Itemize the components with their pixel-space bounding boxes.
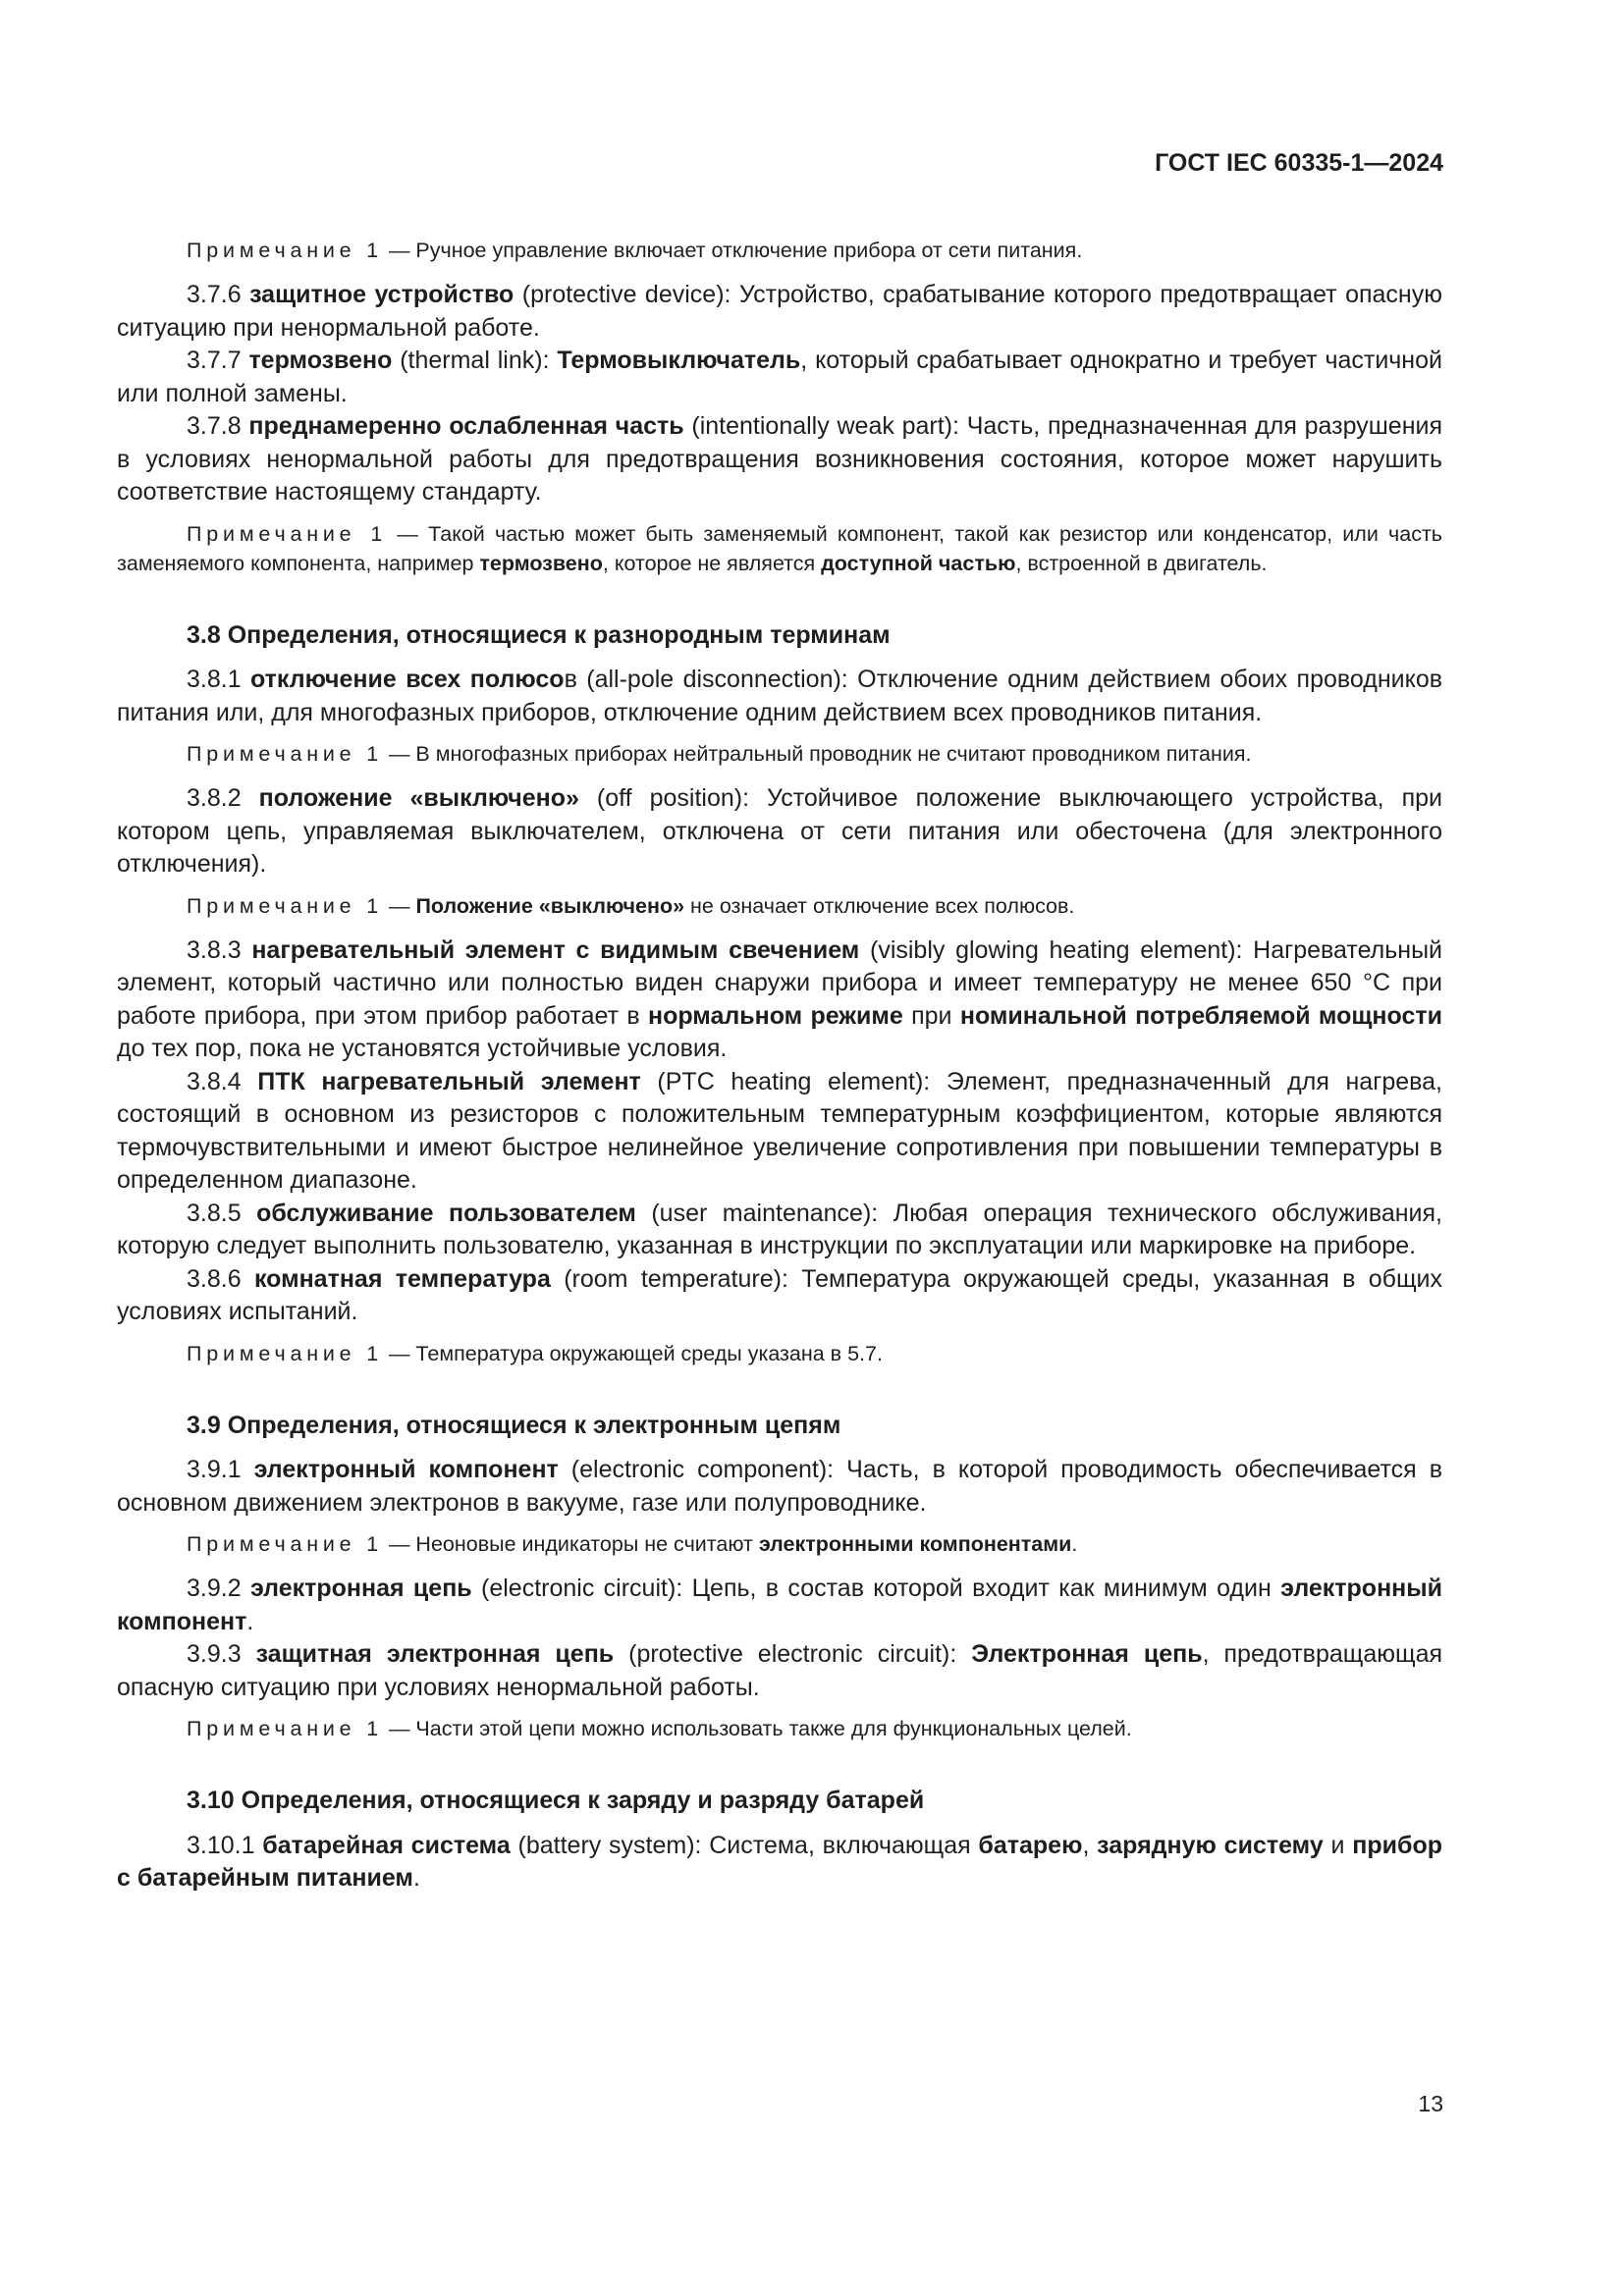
term-bold: нагревательный элемент с видимым свечением: [251, 935, 860, 964]
text-run: (protective electronic circuit):: [614, 1640, 972, 1668]
text-run: (visibly glowing heating element): Нагревательный элемент, который частично или полностью виден снаружи прибора и имеет температуру не менее 650 °С при работе прибора, при этом прибор работает в: [117, 935, 1443, 1030]
document-body: [117, 226, 1442, 1896]
section-heading: [117, 592, 1442, 665]
term-bold: электронный компонент: [117, 1575, 1442, 1635]
definition-paragraph: [117, 1830, 1442, 1896]
text-run: , который срабатывает однократно и требует частичной или полной замены.: [117, 347, 1442, 407]
note-label: Примечание 1: [187, 893, 383, 918]
definition-paragraph: [117, 345, 1442, 410]
definition-paragraph: [117, 1263, 1442, 1329]
term-bold: обслуживание пользователем: [256, 1199, 636, 1227]
term-bold: номинальной потребляемой мощности: [959, 1001, 1442, 1030]
note-paragraph: [117, 236, 1442, 265]
definition-paragraph: [117, 1198, 1442, 1263]
text-run: — Неоновые индикаторы не считают: [382, 1532, 759, 1556]
text-run: и: [1323, 1831, 1353, 1859]
note-paragraph: [117, 1714, 1442, 1743]
note-label: Примечание 1: [187, 521, 388, 546]
definition-paragraph: [117, 1066, 1442, 1198]
term-bold: зарядную систему: [1097, 1831, 1324, 1859]
term-bold: доступной частью: [821, 551, 1016, 575]
text-run: — В многофазных приборах нейтральный проводник не считают проводником питания.: [382, 742, 1252, 766]
text-run: — Части этой цепи можно использовать также для функциональных целей.: [382, 1717, 1132, 1740]
text-run: — Температура окружающей среды указана в 5.7.: [382, 1341, 883, 1365]
section-heading: [117, 1757, 1442, 1830]
term-bold: положение «выключено»: [258, 784, 579, 812]
text-run: 3.8 Определения, относящиеся к разнородным терминам: [187, 620, 891, 649]
term-bold: прибор с батарейным питанием: [117, 1831, 1442, 1892]
note-label: Примечание 1: [187, 1532, 383, 1556]
text-run: — Ручное управление включает отключение прибора от сети питания.: [382, 239, 1083, 262]
definition-paragraph: [117, 1573, 1442, 1638]
definition-paragraph: [117, 664, 1442, 729]
definition-paragraph: [117, 410, 1442, 509]
text-run: 3.7.6: [187, 281, 250, 308]
text-run: (thermal link):: [392, 347, 558, 374]
section-heading: [117, 1382, 1442, 1455]
definition-paragraph: [117, 279, 1442, 345]
term-bold: термозвено: [479, 551, 603, 575]
text-run: (PTC heating element): Элемент, предназначенный для нагрева, состоящий в основном из резисторов с положительным температурным коэффициентом, которые являются термочувствительными и имеют быстрое нелинейное увеличение сопротивления при повышении температуры в определенном диапазоне.: [117, 1067, 1442, 1194]
term-bold: преднамеренно ослабленная часть: [248, 412, 684, 440]
text-run: — Такой частью может быть заменяемый компонент, такой как резистор или конденсатор, или часть заменяемого компонента, например: [117, 521, 1442, 575]
text-run: (electronic circuit): Цепь, в состав которой входит как минимум один: [471, 1575, 1281, 1602]
text-run: (off position): Устойчивое положение выключающего устройства, при котором цепь, управляемая выключателем, отключена от сети питания или обесточена (для электронного отключения).: [117, 784, 1442, 878]
term-bold: защитное устройство: [249, 281, 514, 308]
text-run: 3.8.5: [187, 1199, 257, 1227]
text-run: 3.7.7: [187, 347, 249, 374]
text-run: в (all-pole disconnection): Отключение одним действием обоих проводников питания или, для многофазных приборов, отключение одним действием всех проводников питания.: [117, 666, 1443, 726]
term-bold: комнатная температура: [253, 1264, 551, 1293]
text-run: (intentionally weak part): Часть, предназначенная для разрушения в условиях ненормальной работы для предотвращения возникновения состояния, которое может нарушить соответствие настоящему стандарту.: [117, 412, 1442, 506]
text-run: (user maintenance): Любая операция технического обслуживания, которую следует выполнить пользователю, указанная в инструкции по эксплуатации или маркировке на приборе.: [117, 1199, 1443, 1259]
text-run: 3.7.8: [187, 412, 249, 440]
note-paragraph: [117, 519, 1442, 578]
term-bold: электронными компонентами: [758, 1532, 1072, 1556]
text-run: 3.10 Определения, относящиеся к заряду и разряду батарей: [187, 1787, 925, 1814]
text-run: .: [412, 1864, 420, 1892]
note-label: Примечание 1: [187, 1341, 383, 1365]
text-run: 3.8.4: [187, 1067, 258, 1095]
document-code: ГОСТ IEC 60335-1—2024: [1155, 149, 1443, 177]
note-label: Примечание 1: [187, 1717, 383, 1740]
text-run: 3.8.2: [187, 784, 259, 812]
term-bold: батарею: [978, 1831, 1083, 1859]
term-bold: Положение «выключено»: [415, 893, 685, 918]
text-run: —: [382, 893, 416, 918]
note-paragraph: [117, 1529, 1442, 1559]
page-number: 13: [1418, 2091, 1443, 2116]
term-bold: нормальном режиме: [647, 1001, 903, 1030]
term-bold: Электронная цепь: [971, 1640, 1203, 1668]
text-run: 3.9.1: [187, 1456, 254, 1483]
text-run: при: [902, 1001, 960, 1030]
text-run: , которое не является: [602, 551, 822, 575]
term-bold: термозвено: [248, 347, 393, 374]
text-run: 3.9 Определения, относящиеся к электронным цепям: [187, 1411, 841, 1439]
term-bold: батарейная система: [262, 1831, 511, 1859]
text-run: 3.8.6: [187, 1264, 254, 1293]
definition-paragraph: [117, 934, 1442, 1066]
definition-paragraph: [117, 1454, 1442, 1520]
term-bold: защитная электронная цепь: [255, 1640, 615, 1668]
note-label: Примечание 1: [187, 742, 383, 766]
text-run: 3.8.1: [187, 666, 251, 693]
term-bold: ПТК нагревательный элемент: [257, 1067, 641, 1095]
term-bold: Термовыключатель: [557, 347, 801, 374]
definition-paragraph: [117, 782, 1442, 881]
note-paragraph: [117, 1339, 1442, 1368]
text-run: (electronic component): Часть, в которой проводимость обеспечивается в основном движением электронов в вакууме, газе или полупроводнике.: [117, 1456, 1442, 1517]
note-label: Примечание 1: [187, 239, 383, 262]
text-run: 3.9.3: [187, 1640, 256, 1668]
text-run: .: [1071, 1532, 1078, 1556]
text-run: , встроенной в двигатель.: [1015, 551, 1268, 575]
term-bold: электронная цепь: [249, 1575, 472, 1602]
text-run: (battery system): Система, включающая: [510, 1831, 979, 1859]
definition-paragraph: [117, 1638, 1442, 1704]
text-run: не означает отключение всех полюсов.: [684, 893, 1075, 918]
text-run: 3.9.2: [187, 1575, 250, 1602]
term-bold: электронный компонент: [253, 1456, 559, 1483]
text-run: (room temperature): Температура окружающей среды, указанная в общих условиях испытаний.: [117, 1264, 1442, 1325]
text-run: ,: [1082, 1831, 1098, 1859]
text-run: 3.10.1: [187, 1831, 263, 1859]
text-run: до тех пор, пока не установятся устойчивые условия.: [117, 1035, 728, 1062]
text-run: (protective device): Устройство, срабатывание которого предотвращает опасную ситуацию при ненормальной работе.: [117, 281, 1442, 342]
text-run: .: [246, 1607, 254, 1635]
term-bold: отключение всех полюсо: [250, 666, 565, 693]
text-run: , предотвращающая опасную ситуацию при условиях ненормальной работы.: [117, 1640, 1443, 1701]
note-paragraph: [117, 891, 1442, 921]
note-paragraph: [117, 739, 1442, 769]
text-run: 3.8.3: [187, 935, 252, 964]
